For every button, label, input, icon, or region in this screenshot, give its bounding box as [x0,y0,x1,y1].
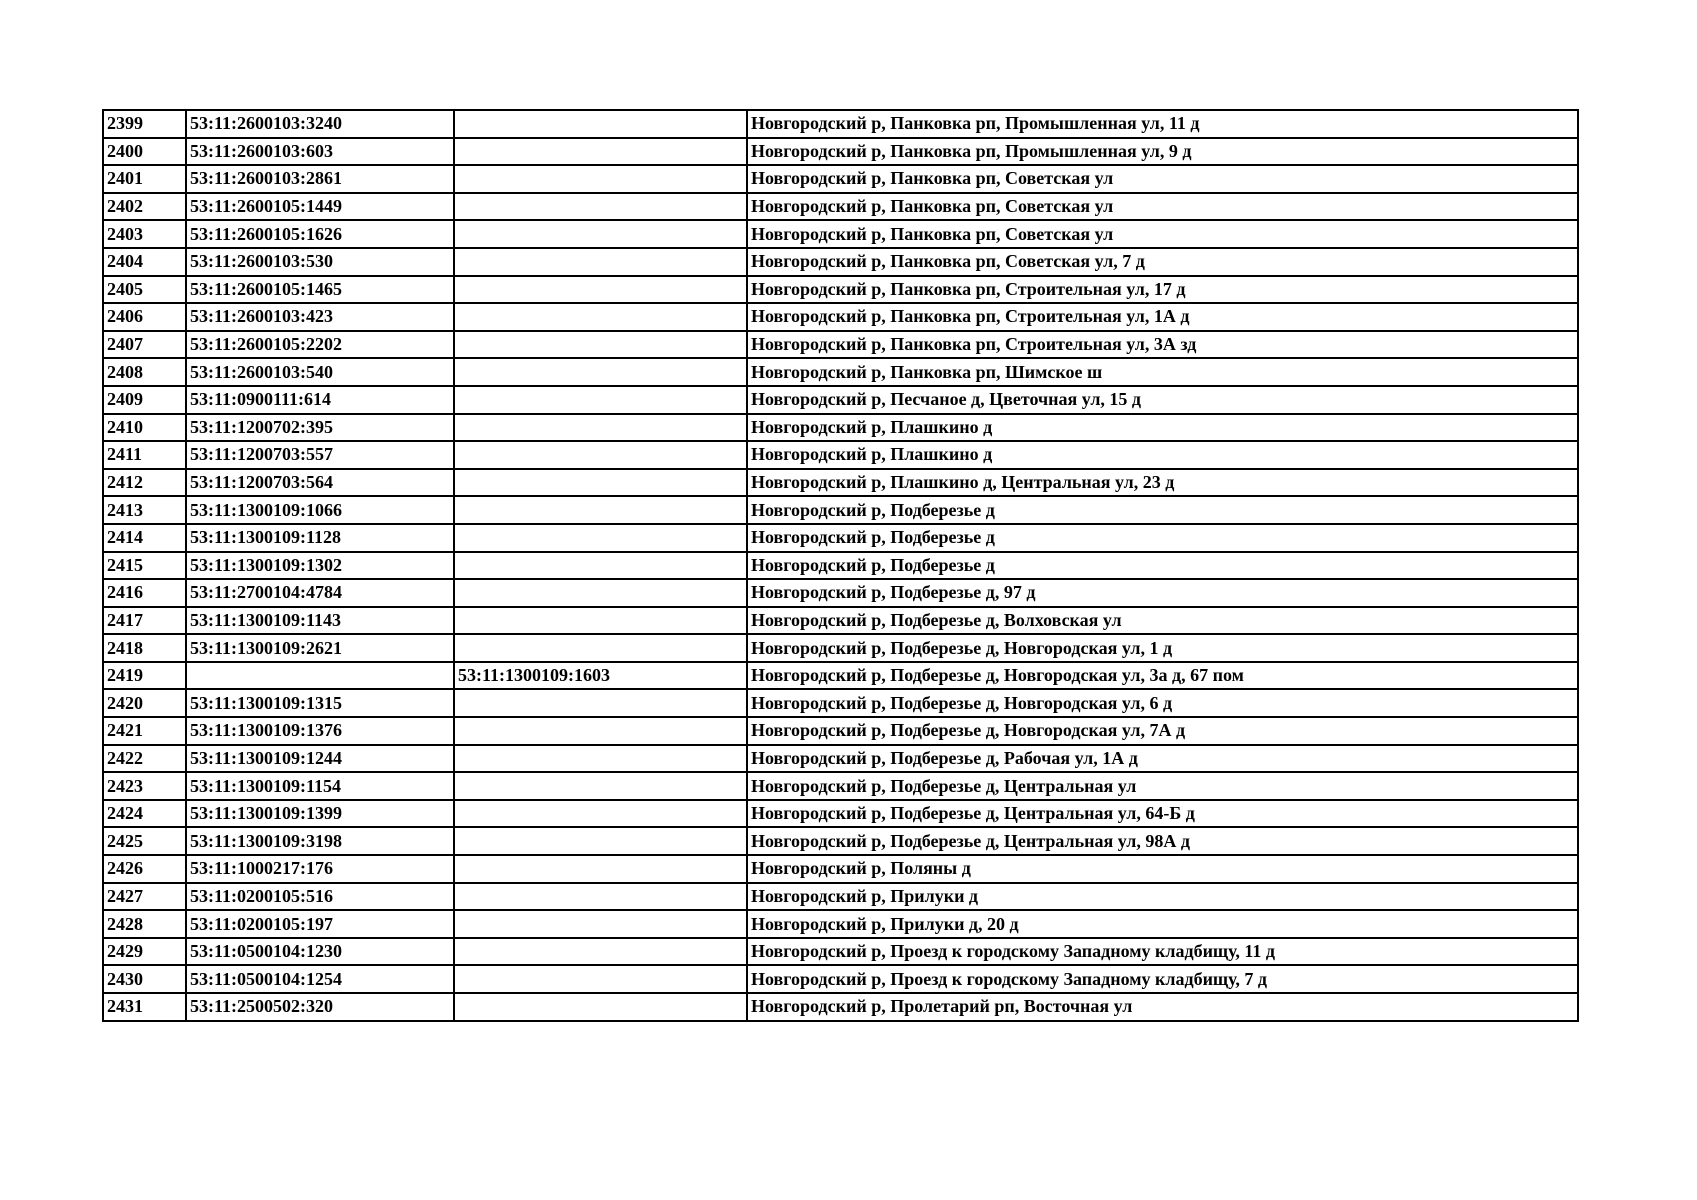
row-number-cell: 2429 [103,938,186,966]
registry-table [102,109,1579,1022]
cadastral-number-cell: 53:11:1300109:1128 [186,524,454,552]
cadastral-number-cell: 53:11:1300109:1315 [186,689,454,717]
address-cell: Новгородский р, Панковка рп, Советская ул [747,193,1578,221]
cadastral-number-cell [186,662,454,690]
address-cell: Новгородский р, Подберезье д, Новгородская ул, 6 д [747,689,1578,717]
cadastral-number-cell: 53:11:1300109:1244 [186,745,454,773]
row-number-cell: 2400 [103,138,186,166]
address-cell: Новгородский р, Подберезье д, Центральная ул, 98А д [747,827,1578,855]
row-number-cell: 2423 [103,772,186,800]
table-row [103,965,1578,993]
row-number-cell: 2412 [103,469,186,497]
row-number-cell: 2405 [103,276,186,304]
address-cell: Новгородский р, Панковка рп, Промышленная ул, 9 д [747,138,1578,166]
cadastral-number-cell: 53:11:0200105:516 [186,883,454,911]
address-cell: Новгородский р, Прилуки д, 20 д [747,910,1578,938]
address-cell: Новгородский р, Плашкино д [747,441,1578,469]
cadastral-number-cell: 53:11:1300109:2621 [186,634,454,662]
building-cadastral-number-cell [454,303,747,331]
building-cadastral-number-cell [454,717,747,745]
building-cadastral-number-cell [454,248,747,276]
cadastral-number-cell: 53:11:1200703:557 [186,441,454,469]
building-cadastral-number-cell [454,386,747,414]
table-row [103,165,1578,193]
building-cadastral-number-cell [454,745,747,773]
cadastral-number-cell: 53:11:1300109:1154 [186,772,454,800]
building-cadastral-number-cell [454,800,747,828]
cadastral-number-cell: 53:11:0500104:1254 [186,965,454,993]
row-number-cell: 2414 [103,524,186,552]
cadastral-number-cell: 53:11:1300109:3198 [186,827,454,855]
table-row [103,772,1578,800]
table-row [103,193,1578,221]
building-cadastral-number-cell [454,965,747,993]
address-cell: Новгородский р, Пролетарий рп, Восточная ул [747,993,1578,1021]
address-cell: Новгородский р, Плашкино д [747,414,1578,442]
row-number-cell: 2407 [103,331,186,359]
building-cadastral-number-cell [454,193,747,221]
row-number-cell: 2425 [103,827,186,855]
table-row [103,717,1578,745]
address-cell: Новгородский р, Плашкино д, Центральная ул, 23 д [747,469,1578,497]
address-cell: Новгородский р, Подберезье д, Центральная ул [747,772,1578,800]
address-cell: Новгородский р, Панковка рп, Промышленная ул, 11 д [747,110,1578,138]
table-row [103,579,1578,607]
cadastral-number-cell: 53:11:2600105:1626 [186,220,454,248]
cadastral-number-cell: 53:11:1300109:1302 [186,552,454,580]
table-row [103,607,1578,635]
address-cell: Новгородский р, Подберезье д, Центральная ул, 64-Б д [747,800,1578,828]
building-cadastral-number-cell [454,772,747,800]
row-number-cell: 2418 [103,634,186,662]
cadastral-number-cell: 53:11:2600103:603 [186,138,454,166]
cadastral-number-cell: 53:11:2600103:423 [186,303,454,331]
row-number-cell: 2431 [103,993,186,1021]
building-cadastral-number-cell [454,496,747,524]
address-cell: Новгородский р, Поляны д [747,855,1578,883]
table-row [103,827,1578,855]
table-row [103,662,1578,690]
table-row [103,552,1578,580]
building-cadastral-number-cell [454,607,747,635]
table-row [103,441,1578,469]
table-row [103,386,1578,414]
table-row [103,993,1578,1021]
building-cadastral-number-cell [454,220,747,248]
building-cadastral-number-cell [454,524,747,552]
row-number-cell: 2419 [103,662,186,690]
cadastral-number-cell: 53:11:1300109:1066 [186,496,454,524]
building-cadastral-number-cell [454,138,747,166]
cadastral-number-cell: 53:11:2600103:540 [186,358,454,386]
table-row [103,469,1578,497]
cadastral-number-cell: 53:11:2600105:1465 [186,276,454,304]
building-cadastral-number-cell [454,469,747,497]
row-number-cell: 2427 [103,883,186,911]
row-number-cell: 2422 [103,745,186,773]
building-cadastral-number-cell [454,910,747,938]
cadastral-number-cell: 53:11:0900111:614 [186,386,454,414]
building-cadastral-number-cell: 53:11:1300109:1603 [454,662,747,690]
cadastral-number-cell: 53:11:2600103:3240 [186,110,454,138]
cadastral-number-cell: 53:11:0500104:1230 [186,938,454,966]
row-number-cell: 2421 [103,717,186,745]
building-cadastral-number-cell [454,855,747,883]
row-number-cell: 2411 [103,441,186,469]
building-cadastral-number-cell [454,689,747,717]
building-cadastral-number-cell [454,331,747,359]
row-number-cell: 2417 [103,607,186,635]
row-number-cell: 2401 [103,165,186,193]
table-row [103,800,1578,828]
table-row [103,358,1578,386]
address-cell: Новгородский р, Подберезье д, 97 д [747,579,1578,607]
row-number-cell: 2406 [103,303,186,331]
table-row [103,414,1578,442]
building-cadastral-number-cell [454,552,747,580]
table-row [103,303,1578,331]
address-cell: Новгородский р, Подберезье д, Новгородская ул, 7А д [747,717,1578,745]
building-cadastral-number-cell [454,579,747,607]
building-cadastral-number-cell [454,165,747,193]
building-cadastral-number-cell [454,358,747,386]
address-cell: Новгородский р, Подберезье д [747,496,1578,524]
row-number-cell: 2399 [103,110,186,138]
address-cell: Новгородский р, Прилуки д [747,883,1578,911]
address-cell: Новгородский р, Панковка рп, Советская ул [747,165,1578,193]
address-cell: Новгородский р, Песчаное д, Цветочная ул, 15 д [747,386,1578,414]
row-number-cell: 2404 [103,248,186,276]
cadastral-number-cell: 53:11:0200105:197 [186,910,454,938]
cadastral-number-cell: 53:11:2600105:2202 [186,331,454,359]
cadastral-number-cell: 53:11:1300109:1143 [186,607,454,635]
address-cell: Новгородский р, Проезд к городскому Западному кладбищу, 11 д [747,938,1578,966]
table-row [103,634,1578,662]
address-cell: Новгородский р, Подберезье д [747,552,1578,580]
table-row [103,331,1578,359]
building-cadastral-number-cell [454,441,747,469]
address-cell: Новгородский р, Панковка рп, Советская ул, 7 д [747,248,1578,276]
address-cell: Новгородский р, Подберезье д, Рабочая ул, 1А д [747,745,1578,773]
address-cell: Новгородский р, Панковка рп, Строительная ул, 17 д [747,276,1578,304]
cadastral-number-cell: 53:11:2600103:530 [186,248,454,276]
table-row [103,276,1578,304]
building-cadastral-number-cell [454,938,747,966]
address-cell: Новгородский р, Подберезье д, Новгородская ул, 1 д [747,634,1578,662]
row-number-cell: 2415 [103,552,186,580]
table-row [103,220,1578,248]
cadastral-number-cell: 53:11:1000217:176 [186,855,454,883]
row-number-cell: 2403 [103,220,186,248]
table-row [103,745,1578,773]
table-row [103,248,1578,276]
address-cell: Новгородский р, Панковка рп, Шимское ш [747,358,1578,386]
table-row [103,938,1578,966]
table-row [103,110,1578,138]
building-cadastral-number-cell [454,634,747,662]
address-cell: Новгородский р, Панковка рп, Строительная ул, 1А д [747,303,1578,331]
table-row [103,524,1578,552]
row-number-cell: 2408 [103,358,186,386]
cadastral-number-cell: 53:11:2700104:4784 [186,579,454,607]
building-cadastral-number-cell [454,883,747,911]
cadastral-number-cell: 53:11:1200703:564 [186,469,454,497]
table-row [103,910,1578,938]
row-number-cell: 2428 [103,910,186,938]
building-cadastral-number-cell [454,993,747,1021]
address-cell: Новгородский р, Подберезье д, Волховская ул [747,607,1578,635]
address-cell: Новгородский р, Подберезье д [747,524,1578,552]
address-cell: Новгородский р, Проезд к городскому Западному кладбищу, 7 д [747,965,1578,993]
table-row [103,855,1578,883]
building-cadastral-number-cell [454,276,747,304]
table-row [103,883,1578,911]
cadastral-number-cell: 53:11:2600103:2861 [186,165,454,193]
table-row [103,496,1578,524]
cadastral-number-cell: 53:11:2600105:1449 [186,193,454,221]
building-cadastral-number-cell [454,827,747,855]
table-row [103,138,1578,166]
row-number-cell: 2413 [103,496,186,524]
cadastral-number-cell: 53:11:1300109:1399 [186,800,454,828]
building-cadastral-number-cell [454,414,747,442]
row-number-cell: 2402 [103,193,186,221]
registry-table-body [103,110,1578,1021]
address-cell: Новгородский р, Подберезье д, Новгородская ул, 3а д, 67 пом [747,662,1578,690]
address-cell: Новгородский р, Панковка рп, Советская ул [747,220,1578,248]
cadastral-number-cell: 53:11:2500502:320 [186,993,454,1021]
row-number-cell: 2420 [103,689,186,717]
row-number-cell: 2426 [103,855,186,883]
address-cell: Новгородский р, Панковка рп, Строительная ул, 3А зд [747,331,1578,359]
row-number-cell: 2430 [103,965,186,993]
row-number-cell: 2424 [103,800,186,828]
table-row [103,689,1578,717]
row-number-cell: 2410 [103,414,186,442]
building-cadastral-number-cell [454,110,747,138]
cadastral-number-cell: 53:11:1200702:395 [186,414,454,442]
row-number-cell: 2409 [103,386,186,414]
row-number-cell: 2416 [103,579,186,607]
cadastral-number-cell: 53:11:1300109:1376 [186,717,454,745]
